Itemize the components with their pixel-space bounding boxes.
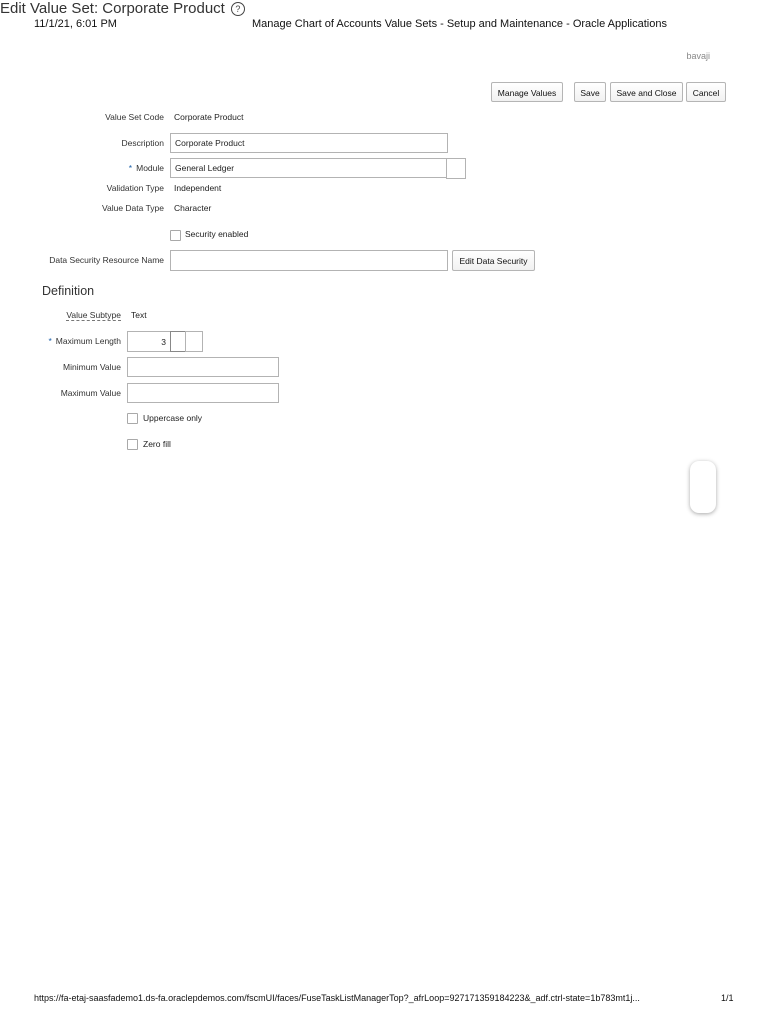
maximum-length-label	[48, 336, 121, 346]
cancel-button[interactable]: Cancel	[686, 82, 726, 102]
description-value: Corporate Product	[175, 138, 245, 148]
module-value: General Ledger	[175, 163, 235, 173]
module-label	[129, 163, 164, 173]
page-title: Edit Value Set: Corporate Product	[0, 0, 225, 17]
value-data-type-label: Value Data Type	[101, 203, 164, 213]
value-subtype-label-text: Value Subtype	[66, 310, 121, 320]
description-field[interactable]	[170, 133, 448, 153]
footer-url: https://fa-etaj-saasfademo1.ds-fa.oraclepdemos.com/fscmUI/faces/FuseTaskListManagerTop?_afrLoop=927171359184223&_adf.ctrl-state=1b783mt1j...	[34, 993, 640, 1003]
uppercase-only-checkbox[interactable]	[127, 413, 138, 424]
security-enabled-checkbox[interactable]	[170, 230, 181, 241]
user-name[interactable]: bavaji	[686, 51, 710, 61]
maximum-length-value: 3	[161, 336, 166, 347]
description-label: Description	[121, 138, 164, 148]
save-button[interactable]: Save	[574, 82, 606, 102]
value-subtype-label[interactable]	[66, 310, 121, 320]
value-set-code-label: Value Set Code	[105, 112, 164, 122]
scroll-handle[interactable]	[690, 461, 716, 513]
page-title-row	[0, 0, 768, 17]
minimum-value-label: Minimum Value	[63, 362, 121, 372]
print-datetime: 11/1/21, 6:01 PM	[34, 18, 117, 30]
required-marker: *	[48, 336, 52, 346]
help-icon[interactable]: ?	[231, 2, 245, 16]
zero-fill-checkbox[interactable]	[127, 439, 138, 450]
save-and-close-button[interactable]: Save and Close	[610, 82, 683, 102]
maximum-value-field[interactable]	[127, 383, 279, 403]
manage-values-button[interactable]: Manage Values	[491, 82, 563, 102]
edit-data-security-button[interactable]: Edit Data Security	[452, 250, 535, 271]
value-set-code-value: Corporate Product	[174, 112, 244, 122]
required-marker: *	[128, 163, 133, 173]
data-security-resource-field[interactable]	[170, 250, 448, 271]
module-dropdown-button[interactable]	[446, 158, 466, 179]
maximum-length-label-text: Maximum Length	[55, 336, 121, 346]
validation-type-value: Independent	[174, 183, 222, 193]
definition-section-title: Definition	[42, 284, 95, 298]
minimum-value-field[interactable]	[127, 357, 279, 377]
value-data-type-value: Character	[174, 203, 212, 213]
zero-fill-label: Zero fill	[143, 439, 171, 449]
maximum-length-stepper-down[interactable]	[185, 331, 203, 352]
maximum-length-field[interactable]	[127, 331, 171, 352]
maximum-length-stepper-up[interactable]	[170, 331, 186, 352]
value-subtype-value: Text	[131, 310, 147, 320]
security-enabled-label: Security enabled	[185, 229, 249, 239]
maximum-value-label: Maximum Value	[60, 388, 121, 398]
uppercase-only-label: Uppercase only	[143, 413, 203, 423]
module-label-text: Module	[136, 163, 164, 173]
data-security-resource-label: Data Security Resource Name	[49, 255, 164, 265]
footer-page-number: 1/1	[721, 993, 734, 1003]
print-page-title: Manage Chart of Accounts Value Sets - Setup and Maintenance - Oracle Applications	[252, 18, 667, 30]
module-field[interactable]	[170, 158, 448, 178]
validation-type-label: Validation Type	[106, 183, 164, 193]
